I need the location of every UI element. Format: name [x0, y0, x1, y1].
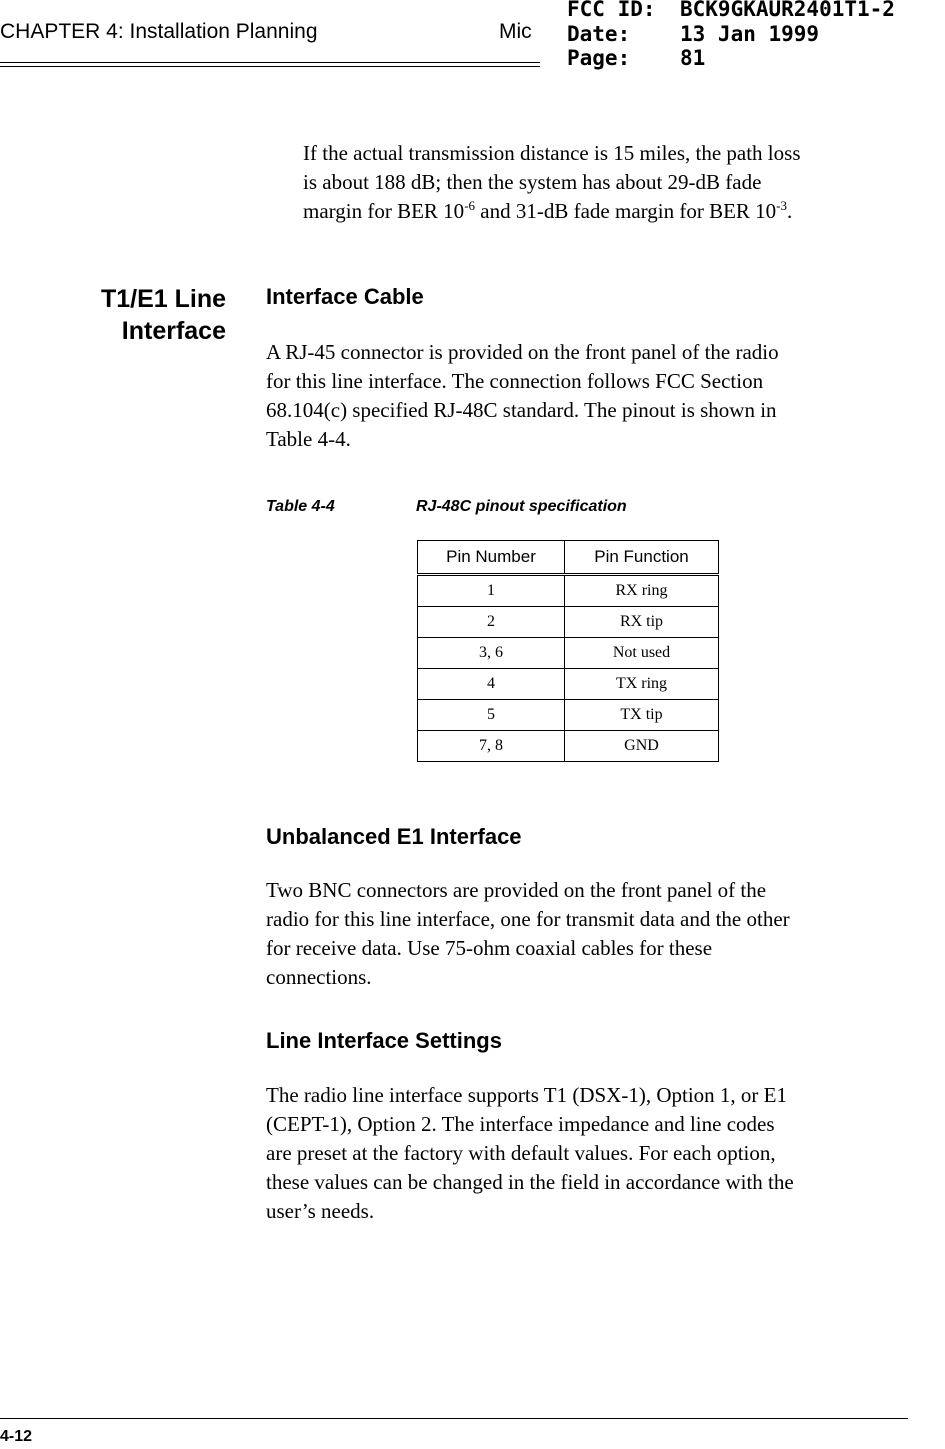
interface-cable-heading: Interface Cable	[266, 284, 424, 309]
table-row	[418, 638, 719, 669]
pin-function-cell: RX ring	[565, 575, 719, 607]
paragraph-line: Two BNC connectors are provided on the front panel of the	[266, 878, 767, 902]
date-label: Date:	[567, 22, 631, 46]
fcc-id-value: BCK9GKAUR2401T1-2	[680, 0, 895, 21]
paragraph-line: radio for this line interface, one for transmit data and the other	[266, 907, 790, 931]
chapter-title: CHAPTER 4: Installation Planning	[0, 20, 318, 43]
ber-exponent-1: -6	[464, 198, 476, 213]
side-heading-line-2: Interface	[121, 317, 226, 345]
page-value: 81	[680, 46, 706, 70]
pin-number-cell: 1	[418, 575, 565, 607]
header-rule	[0, 62, 540, 63]
ber-exponent-2: -3	[776, 198, 788, 213]
table-caption-label: Table 4-4	[266, 498, 335, 515]
header-rule-double	[0, 66, 540, 67]
pin-number-cell: 7, 8	[418, 731, 565, 762]
pin-number-cell: 5	[418, 700, 565, 731]
pin-number-cell: 2	[418, 607, 565, 638]
paragraph-line: (CEPT-1), Option 2. The interface impedance and line codes	[266, 1112, 775, 1136]
pin-number-cell: 4	[418, 669, 565, 700]
date-value: 13 Jan 1999	[680, 22, 820, 46]
intro-paragraph	[303, 139, 801, 226]
header-mic-text: Mic	[499, 20, 532, 43]
table-row	[418, 607, 719, 638]
pin-function-cell: RX tip	[565, 607, 719, 638]
paragraph-line: Table 4-4.	[266, 427, 351, 451]
unbalanced-e1-paragraph	[266, 876, 790, 992]
intro-line-3-a: margin for BER 10	[303, 199, 465, 223]
pin-function-cell: Not used	[565, 638, 719, 669]
intro-line-3	[303, 197, 801, 226]
paragraph-line: A RJ-45 connector is provided on the front panel of the radio	[266, 340, 779, 364]
unbalanced-e1-heading: Unbalanced E1 Interface	[266, 824, 522, 849]
table-row	[418, 669, 719, 700]
paragraph-line: for receive data. Use 75-ohm coaxial cables for these	[266, 936, 713, 960]
column-header-pin-number: Pin Number	[418, 541, 565, 575]
pinout-table	[417, 540, 719, 762]
paragraph-line: The radio line interface supports T1 (DSX-1), Option 1, or E1	[266, 1083, 787, 1107]
paragraph-line: these values can be changed in the field in accordance with the	[266, 1170, 794, 1194]
intro-line-3-c: .	[787, 199, 793, 223]
pin-function-cell: GND	[565, 731, 719, 762]
pin-number-cell: 3, 6	[418, 638, 565, 669]
intro-line-2: is about 188 dB; then the system has about 29-dB fade	[303, 170, 762, 194]
paragraph-line: are preset at the factory with default values. For each option,	[266, 1141, 776, 1165]
table-row	[418, 700, 719, 731]
column-header-pin-function: Pin Function	[565, 541, 719, 575]
interface-cable-paragraph	[266, 338, 779, 454]
fcc-id-label: FCC ID:	[567, 0, 656, 21]
table-header-row	[418, 541, 719, 575]
pin-function-cell: TX tip	[565, 700, 719, 731]
intro-line-3-b: and 31-dB fade margin for BER 10	[475, 199, 777, 223]
paragraph-line: 68.104(c) specified RJ-48C standard. The pinout is shown in	[266, 398, 777, 422]
paragraph-line: user’s needs.	[266, 1199, 375, 1223]
page-label: Page:	[567, 46, 631, 70]
table-row	[418, 731, 719, 762]
paragraph-line: for this line interface. The connection follows FCC Section	[266, 369, 764, 393]
paragraph-line: connections.	[266, 965, 372, 989]
footer-rule	[0, 1418, 908, 1419]
page-number: 4-12	[0, 1428, 33, 1445]
intro-line-1: If the actual transmission distance is 15 miles, the path loss	[303, 141, 801, 165]
line-settings-heading: Line Interface Settings	[266, 1028, 502, 1053]
pin-function-cell: TX ring	[565, 669, 719, 700]
section-side-heading	[60, 283, 226, 347]
table-caption-title: RJ-48C pinout specification	[416, 498, 627, 515]
table-row	[418, 575, 719, 607]
line-settings-paragraph	[266, 1081, 794, 1226]
side-heading-line-1: T1/E1 Line	[100, 285, 226, 313]
